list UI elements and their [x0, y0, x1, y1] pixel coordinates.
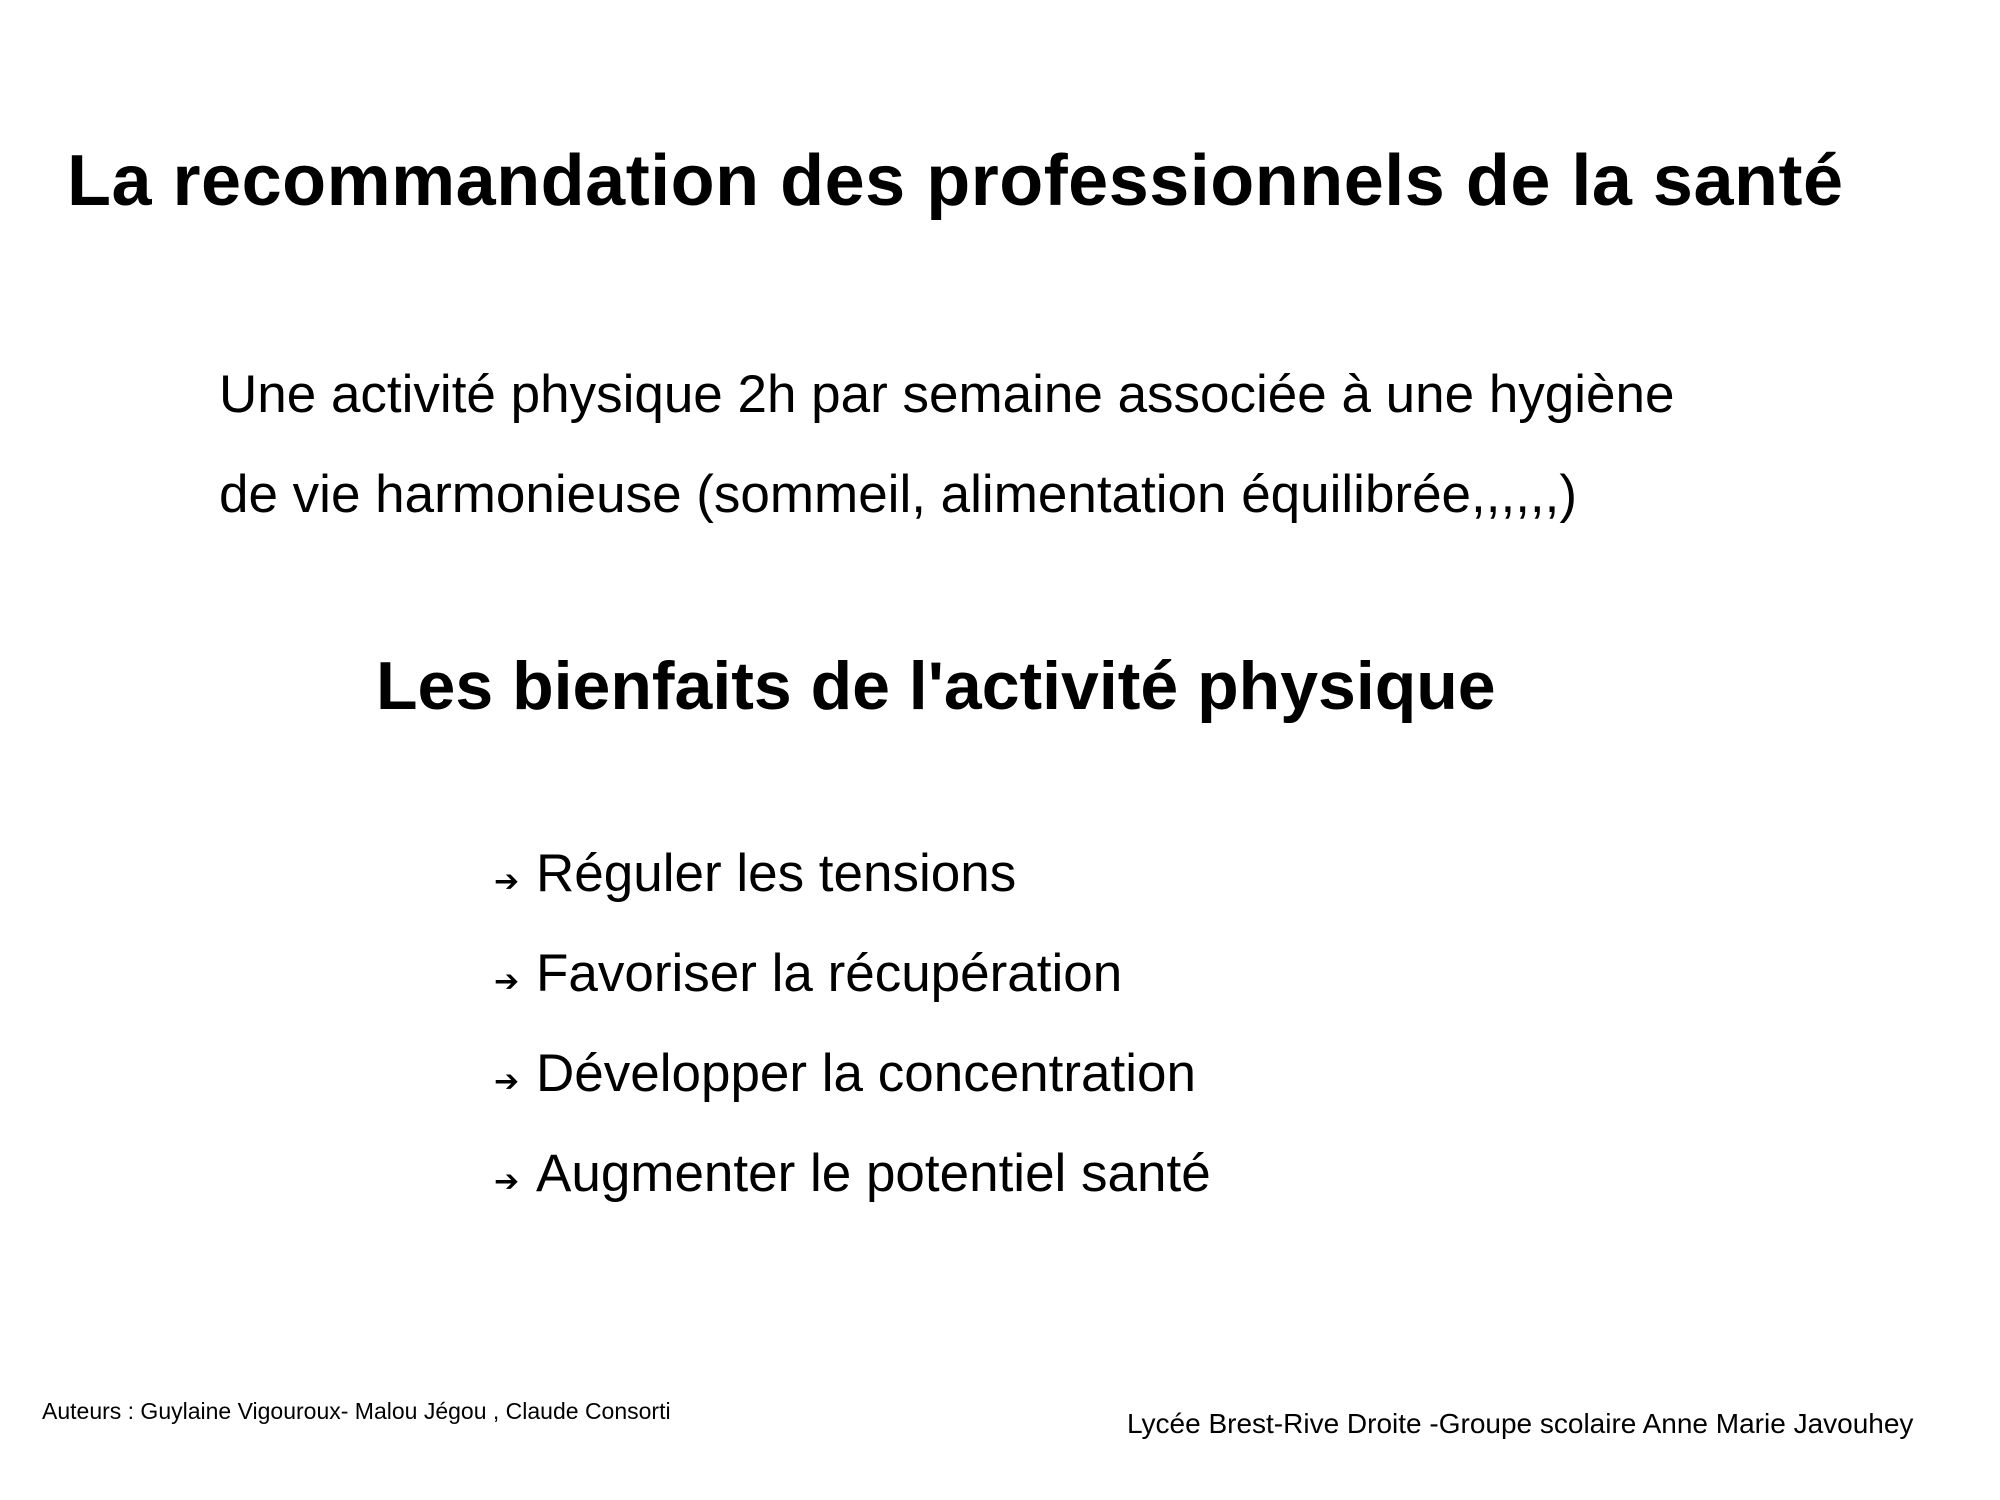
- section-title: Les bienfaits de l'activité physique: [376, 648, 1496, 724]
- benefit-label: Développer la concentration: [536, 1044, 1196, 1103]
- arrow-right-icon: ➔: [494, 865, 520, 898]
- school-footer: Lycée Brest-Rive Droite -Groupe scolaire Anne Marie Javouhey: [1127, 1408, 1914, 1439]
- intro-paragraph: [219, 345, 1674, 545]
- intro-line-2: de vie harmonieuse (sommeil, alimentation équilibrée,,,,,,): [219, 465, 1578, 524]
- benefit-label: Favoriser la récupération: [536, 944, 1123, 1003]
- page-title: La recommandation des professionnels de la santé: [67, 141, 1844, 221]
- authors-footer: Auteurs : Guylaine Vigouroux- Malou Jégou , Claude Consorti: [42, 1398, 671, 1424]
- benefit-label: Réguler les tensions: [536, 844, 1017, 903]
- list-item: [494, 937, 1211, 1037]
- list-item: [494, 1037, 1211, 1137]
- intro-line-1: Une activité physique 2h par semaine associée à une hygiène: [219, 365, 1675, 424]
- arrow-right-icon: ➔: [494, 1165, 520, 1198]
- arrow-right-icon: ➔: [494, 1065, 520, 1098]
- list-item: [494, 837, 1211, 937]
- benefit-label: Augmenter le potentiel santé: [536, 1144, 1211, 1203]
- list-item: [494, 1137, 1211, 1237]
- benefits-list: [494, 837, 1211, 1237]
- arrow-right-icon: ➔: [494, 965, 520, 998]
